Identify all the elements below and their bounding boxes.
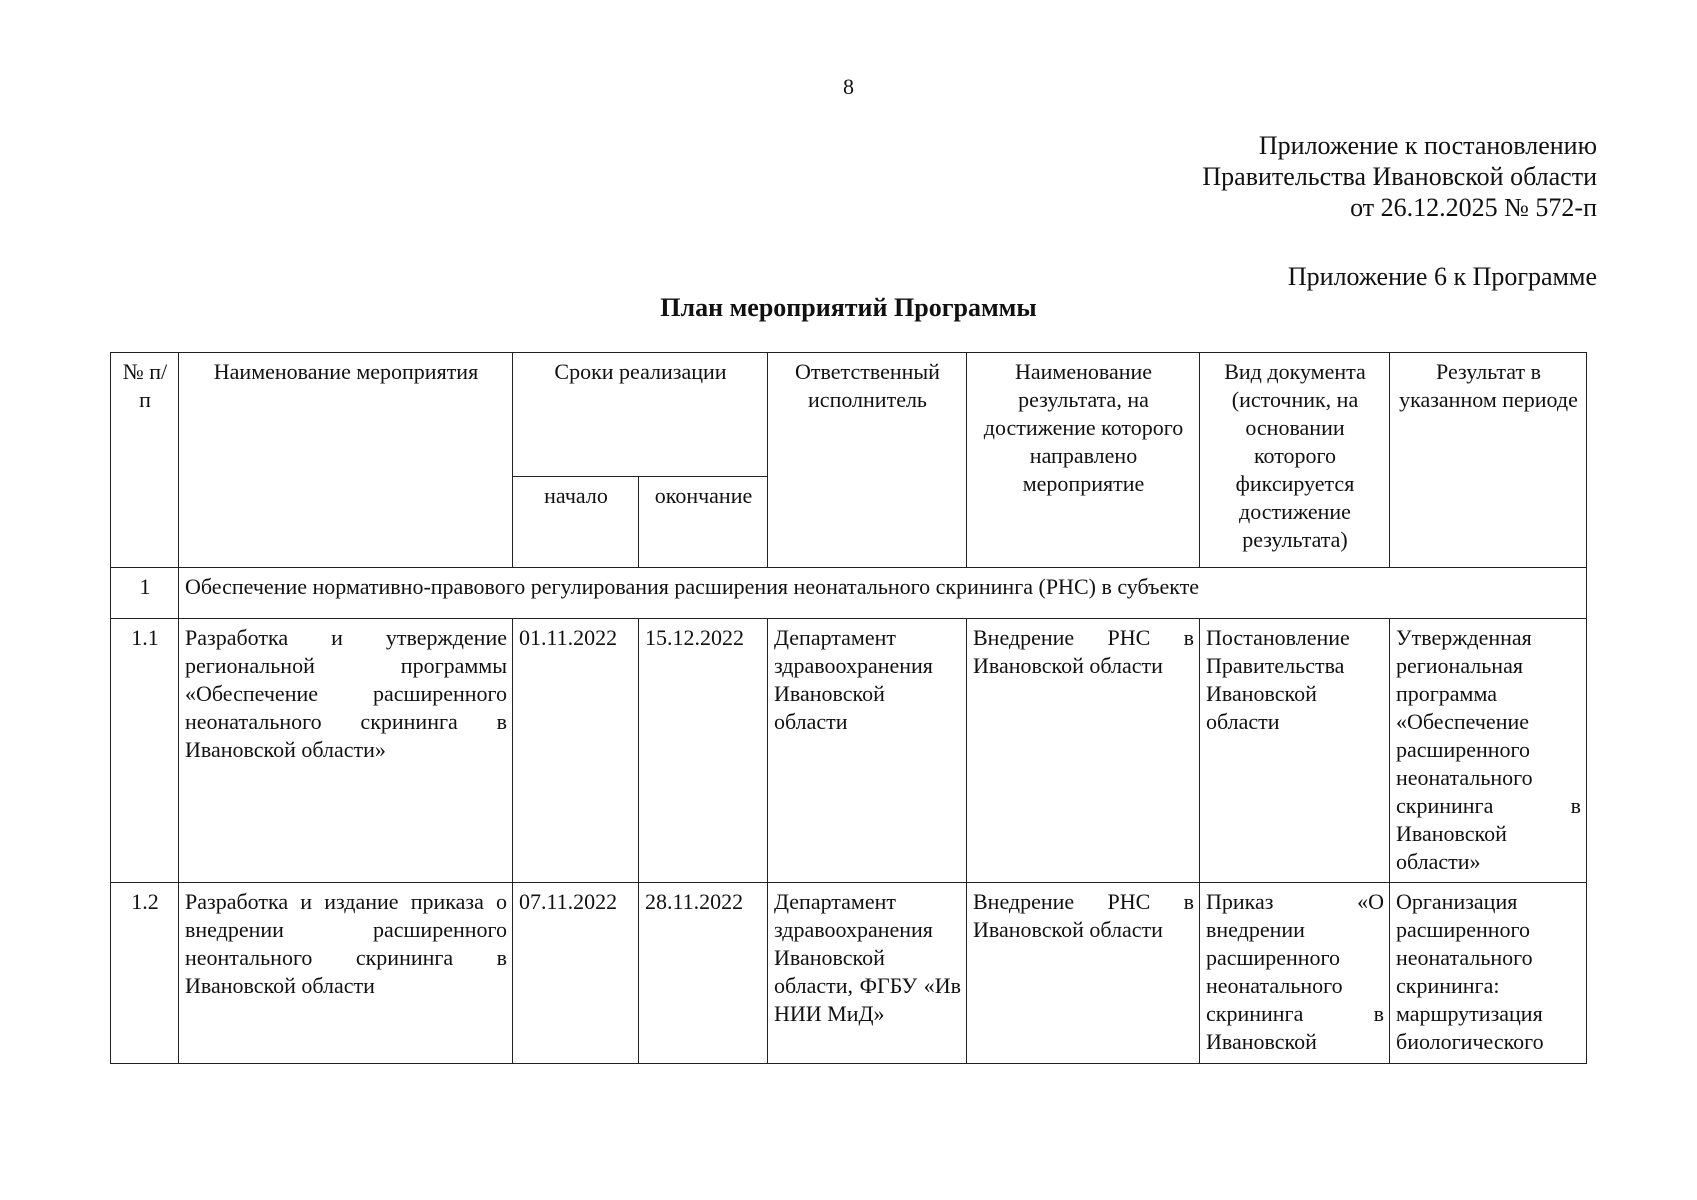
- section-row: [111, 568, 1587, 619]
- row-result: Организация расширенного неонатального скрининга: маршрутизация биологического: [1390, 883, 1587, 1064]
- row-end: 15.12.2022: [639, 619, 768, 883]
- row-result-name: Внедрение РНС в Ивановской области: [967, 883, 1200, 1064]
- header-name: Наименование мероприятия: [179, 353, 513, 568]
- row-num: 1.1: [111, 619, 179, 883]
- document-title: План мероприятий Программы: [660, 293, 1037, 322]
- row-name: Разработка и утверждение региональной программы «Обеспечение расширенного неонатального скрининга в Ивановской области»: [179, 619, 513, 883]
- approval-line-2: Правительства Ивановской области: [1202, 162, 1597, 191]
- row-responsible: Департамент здравоохранения Ивановской области, ФГБУ «Ив НИИ МиД»: [768, 883, 967, 1064]
- approval-line-3: от 26.12.2025 № 572-п: [1350, 193, 1597, 222]
- page-number: 8: [843, 74, 854, 99]
- table-header-row: [111, 353, 1587, 477]
- row-start: 07.11.2022: [513, 883, 639, 1064]
- header-doc-type: Вид документа (источник, на основании которого фиксируется достижение результата): [1200, 353, 1390, 568]
- approval-line-1: Приложение к постановлению: [1258, 131, 1597, 160]
- row-start: 01.11.2022: [513, 619, 639, 883]
- section-text: Обеспечение нормативно-правового регулирования расширения неонатального скрининга (РНС) в субъекте: [179, 568, 1587, 619]
- approval-block: [1202, 130, 1597, 223]
- header-num: № п/п: [111, 353, 179, 568]
- header-result: Результат в указанном периоде: [1390, 353, 1587, 568]
- row-doc-type: Постановление Правительства Ивановской области: [1200, 619, 1390, 883]
- header-responsible: Ответственный исполнитель: [768, 353, 967, 568]
- row-end: 28.11.2022: [639, 883, 768, 1064]
- header-start: начало: [513, 477, 639, 568]
- plan-table: [110, 352, 1587, 1064]
- header-result-name: Наименование результата, на достижение которого направлено мероприятие: [967, 353, 1200, 568]
- appendix-label: Приложение 6 к Программе: [1287, 262, 1597, 291]
- row-result-name: Внедрение РНС в Ивановской области: [967, 619, 1200, 883]
- row-name: Разработка и издание приказа о внедрении расширенного неонтального скрининга в Ивановской области: [179, 883, 513, 1064]
- table-row: [111, 619, 1587, 883]
- header-end: окончание: [639, 477, 768, 568]
- row-doc-type: Приказ «О внедрении расширенного неонатального скрининга в Ивановской: [1200, 883, 1390, 1064]
- row-result: Утвержденная региональная программа «Обеспечение расширенного неонатального скрининга в Ивановской области»: [1390, 619, 1587, 883]
- header-period: Сроки реализации: [513, 353, 768, 477]
- table-row: [111, 883, 1587, 1064]
- row-num: 1.2: [111, 883, 179, 1064]
- section-num: 1: [111, 568, 179, 619]
- row-responsible: Департамент здравоохранения Ивановской области: [768, 619, 967, 883]
